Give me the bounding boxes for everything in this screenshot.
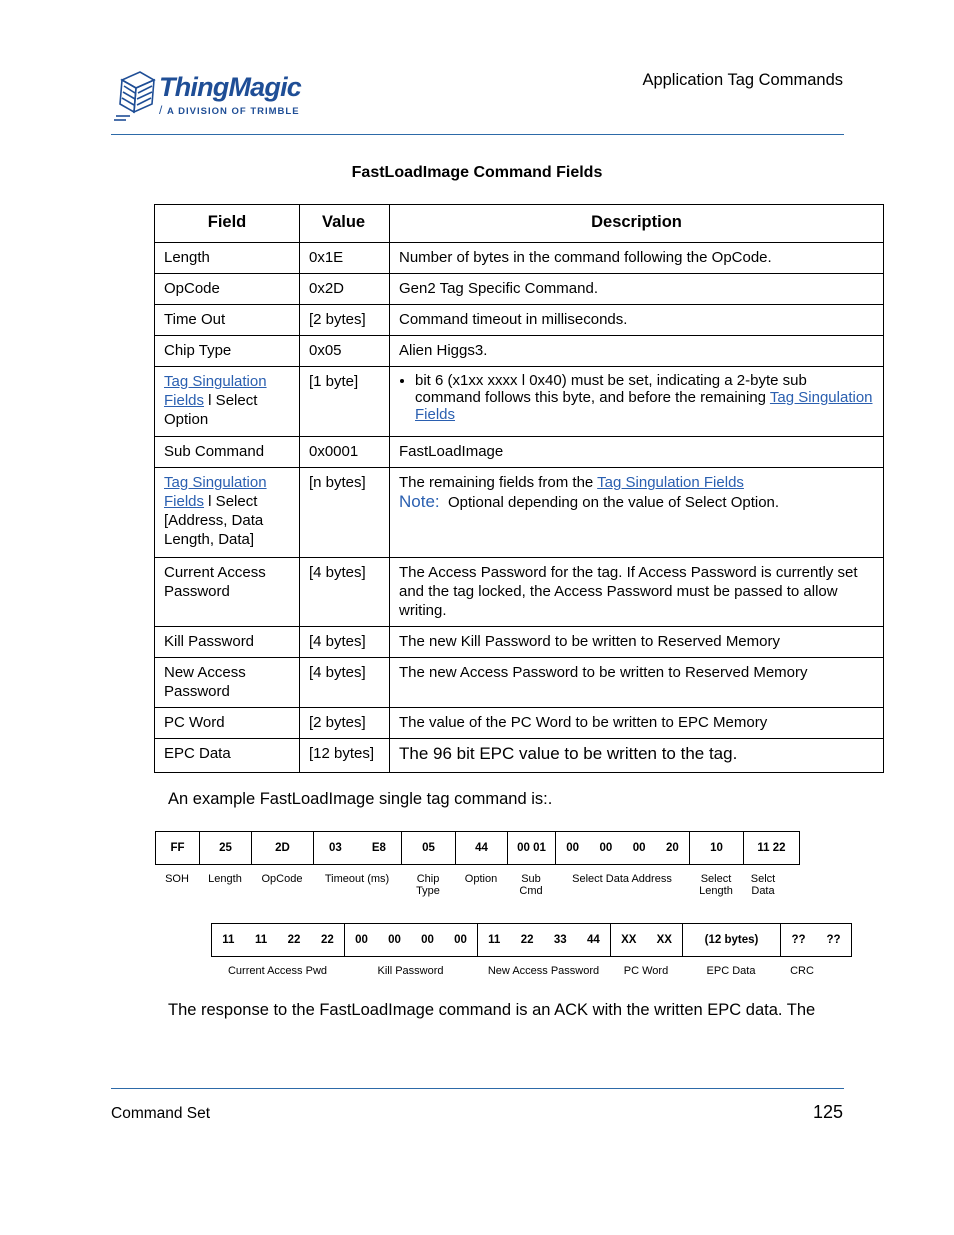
header-value: Value — [300, 205, 390, 243]
value-cell: 0x05 — [300, 336, 390, 367]
byte-value: 22 — [320, 934, 334, 946]
table-row — [155, 305, 884, 336]
byte-cell — [781, 924, 852, 957]
byte-value: (12 bytes) — [704, 934, 759, 946]
byte-cell — [402, 832, 456, 865]
command-fields-table — [154, 204, 884, 773]
byte-label: Length — [208, 873, 242, 885]
byte-label: Current Access Pwd — [227, 965, 328, 977]
field-cell-rest: l Select [Address, Data Length, Data] — [164, 493, 264, 548]
byte-value: XX — [656, 934, 672, 946]
description-cell: The new Kill Password to be written to Reserved Memory — [390, 627, 884, 658]
field-cell: Sub Command — [155, 437, 300, 468]
bullet-text: bit 6 (x1xx xxxx l 0x40) must be set, indicating a 2-byte sub command follows this byte, and before the remaining — [415, 372, 807, 406]
byte-cell — [690, 832, 744, 865]
header-rule — [111, 134, 844, 135]
byte-cell — [556, 832, 690, 865]
value-cell: 0x2D — [300, 274, 390, 305]
byte-value: 05 — [422, 842, 435, 854]
byte-cell — [252, 832, 314, 865]
byte-label: SOH — [165, 873, 189, 885]
table-header-row — [155, 205, 884, 243]
field-cell: EPC Data — [155, 739, 300, 773]
thingmagic-logo — [112, 66, 312, 126]
description-cell: Command timeout in milliseconds. — [390, 305, 884, 336]
byte-value: 11 22 — [757, 842, 786, 854]
field-cell: New Access Password — [155, 658, 300, 708]
byte-value: 10 — [710, 842, 723, 854]
value-cell: [4 bytes] — [300, 627, 390, 658]
byte-cell — [156, 832, 200, 865]
value-cell: [1 byte] — [300, 367, 390, 437]
value-cell: [2 bytes] — [300, 305, 390, 336]
command-bytes-row-1 — [155, 831, 800, 865]
byte-label: OpCode — [261, 873, 303, 885]
field-cell: Time Out — [155, 305, 300, 336]
tag-singulation-fields-link[interactable]: Tag Singulation Fields — [164, 474, 267, 510]
byte-label: Select Length — [699, 873, 733, 897]
page-number: 125 — [812, 1102, 843, 1122]
byte-value: 22 — [520, 934, 534, 946]
value-cell: [2 bytes] — [300, 708, 390, 739]
byte-value: ?? — [826, 934, 841, 946]
byte-label: EPC Data — [706, 965, 756, 977]
table-caption: FastLoadImage Command Fields — [351, 164, 603, 181]
description-cell: FastLoadImage — [390, 437, 884, 468]
logo-wordmark: ThingMagic — [159, 72, 301, 102]
byte-value: 00 — [599, 842, 613, 854]
byte-cell — [611, 924, 683, 957]
byte-value: 22 — [287, 934, 301, 946]
description-cell: The 96 bit EPC value to be written to the tag. — [390, 739, 884, 773]
table-row — [155, 243, 884, 274]
description-cell: The value of the PC Word to be written to EPC Memory — [390, 708, 884, 739]
list-item — [415, 372, 874, 423]
field-cell: Kill Password — [155, 627, 300, 658]
byte-value: 00 — [421, 934, 434, 946]
note-text: Optional depending on the value of Select Option. — [447, 494, 780, 511]
bytes-row — [212, 924, 852, 957]
table-row — [155, 336, 884, 367]
byte-value: 00 — [355, 934, 368, 946]
description-cell: Alien Higgs3. — [390, 336, 884, 367]
value-cell: [4 bytes] — [300, 658, 390, 708]
byte-value: FF — [170, 842, 185, 854]
table-row — [155, 468, 884, 558]
byte-value: XX — [621, 934, 637, 946]
field-cell: PC Word — [155, 708, 300, 739]
field-cell — [155, 468, 300, 558]
field-cell: OpCode — [155, 274, 300, 305]
note-label: Note: — [399, 492, 440, 511]
byte-value: 11 — [222, 934, 235, 946]
byte-value: 11 — [488, 934, 501, 946]
byte-cell — [314, 832, 402, 865]
byte-cell — [456, 832, 508, 865]
byte-cell — [508, 832, 556, 865]
byte-label: Timeout (ms) — [324, 873, 390, 885]
table-row — [155, 627, 884, 658]
tag-singulation-fields-link[interactable]: Tag Singulation Fields — [597, 474, 744, 491]
byte-label: PC Word — [623, 965, 669, 977]
field-cell: Length — [155, 243, 300, 274]
byte-cell — [200, 832, 252, 865]
byte-value: E8 — [371, 842, 386, 854]
byte-value: ?? — [791, 934, 806, 946]
byte-value: 00 — [454, 934, 467, 946]
byte-label: Sub Cmd — [519, 873, 543, 897]
logo-tagline: A DIVISION OF TRIMBLE — [167, 106, 300, 117]
byte-cell — [212, 924, 345, 957]
byte-label: Select Data Address — [572, 873, 672, 885]
byte-label: CRC — [790, 965, 814, 977]
description-cell — [390, 468, 884, 558]
table-row — [155, 367, 884, 437]
byte-label: Option — [464, 873, 498, 885]
value-cell: [12 bytes] — [300, 739, 390, 773]
footer-rule — [111, 1088, 844, 1089]
byte-cell — [744, 832, 800, 865]
byte-cell — [345, 924, 478, 957]
description-cell — [390, 367, 884, 437]
tag-singulation-fields-link[interactable]: Tag Singulation Fields — [164, 373, 267, 409]
field-cell — [155, 367, 300, 437]
bytes-row — [156, 832, 800, 865]
response-paragraph: The response to the FastLoadImage command is an ACK with the written EPC data. The — [168, 1001, 816, 1019]
table-row — [155, 658, 884, 708]
example-intro: An example FastLoadImage single tag command is:. — [168, 790, 553, 808]
byte-value: 00 — [566, 842, 580, 854]
table-row — [155, 708, 884, 739]
field-cell: Chip Type — [155, 336, 300, 367]
value-cell: [n bytes] — [300, 468, 390, 558]
byte-value: 00 — [632, 842, 646, 854]
table-row — [155, 437, 884, 468]
byte-value: 2D — [275, 842, 290, 854]
byte-label: New Access Password — [487, 965, 600, 977]
description-cell: The new Access Password to be written to Reserved Memory — [390, 658, 884, 708]
byte-value: 00 — [388, 934, 401, 946]
byte-value: 03 — [329, 842, 342, 854]
command-bytes-row-2 — [211, 923, 852, 957]
byte-label: Selct Data — [750, 873, 776, 897]
byte-value: 20 — [665, 842, 679, 854]
header-field: Field — [155, 205, 300, 243]
section-title: Application Tag Commands — [642, 71, 843, 89]
byte-cell — [683, 924, 781, 957]
value-cell: 0x1E — [300, 243, 390, 274]
byte-label: Kill Password — [377, 965, 444, 977]
description-cell: The Access Password for the tag. If Access Password is currently set and the tag locked, the Access Password must be passed to allow writing. — [390, 558, 884, 627]
byte-value: 11 — [254, 934, 268, 946]
table-row — [155, 274, 884, 305]
field-cell: Current Access Password — [155, 558, 300, 627]
byte-value: 00 01 — [517, 842, 546, 854]
logo-cube-icon — [112, 66, 158, 124]
description-cell: Gen2 Tag Specific Command. — [390, 274, 884, 305]
byte-label: Chip Type — [416, 873, 440, 897]
description-cell: Number of bytes in the command following the OpCode. — [390, 243, 884, 274]
description-bullets — [399, 372, 874, 423]
logo-slash: / — [159, 103, 163, 117]
value-cell: 0x0001 — [300, 437, 390, 468]
value-cell: [4 bytes] — [300, 558, 390, 627]
byte-value: 44 — [475, 842, 488, 854]
byte-value: 44 — [587, 934, 600, 946]
byte-value: 33 — [553, 934, 567, 946]
byte-value: 25 — [219, 842, 232, 854]
tag-singulation-fields-link[interactable]: Tag Singulation Fields — [415, 389, 873, 423]
header-description: Description — [390, 205, 884, 243]
description-text: The remaining fields from the — [399, 474, 598, 491]
footer-section: Command Set — [111, 1105, 211, 1122]
table-row — [155, 739, 884, 773]
table-row — [155, 558, 884, 627]
field-cell-rest: l Select Option — [164, 392, 258, 428]
byte-cell — [478, 924, 611, 957]
